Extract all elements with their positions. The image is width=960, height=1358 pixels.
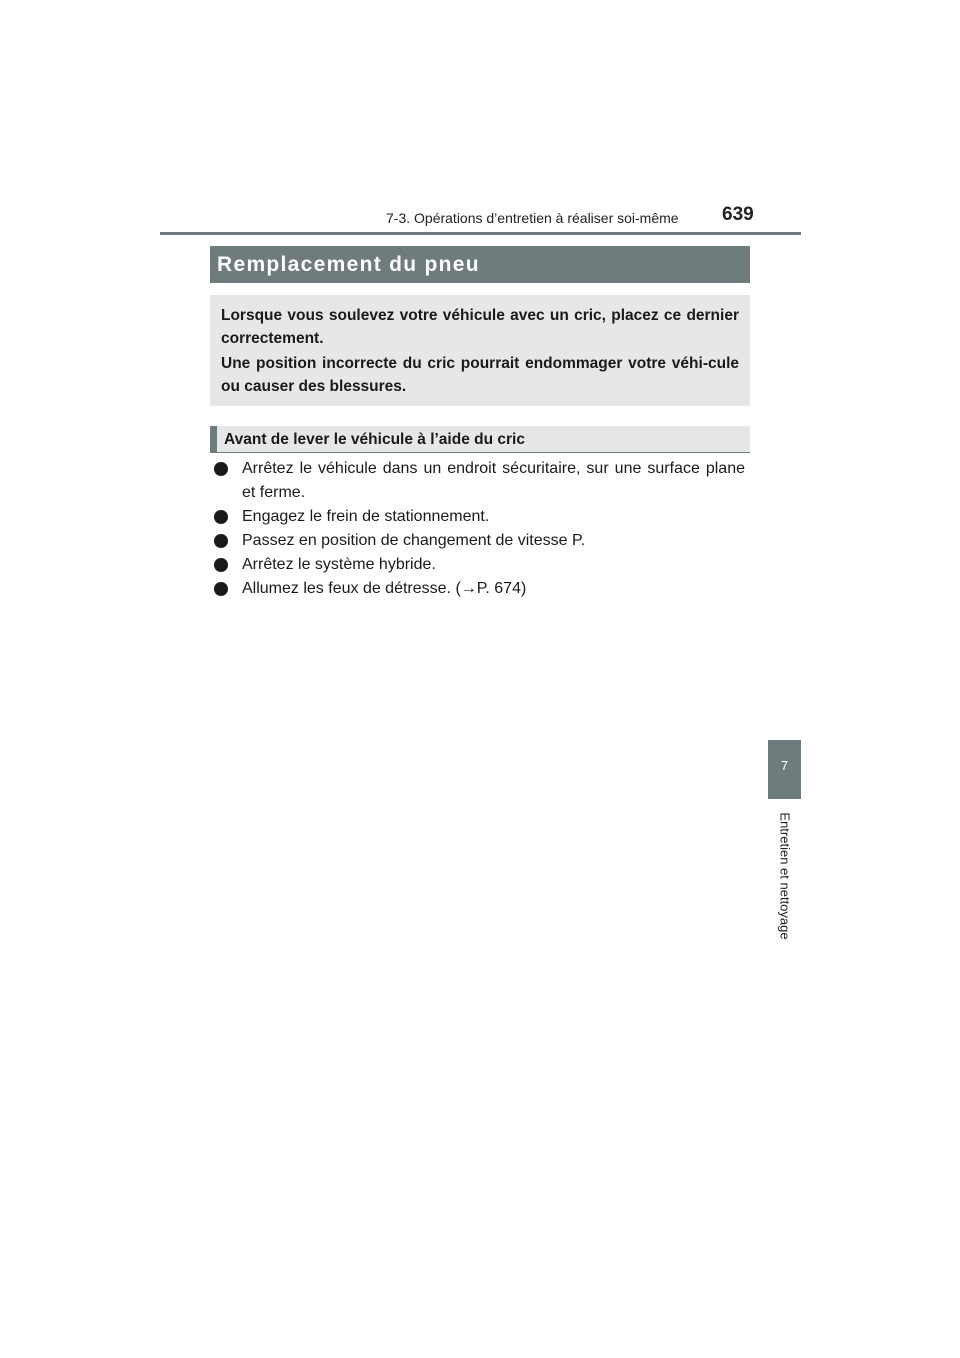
bullet-icon [214, 534, 228, 548]
list-item [212, 529, 745, 553]
list-item-text: Arrêtez le système hybride. [242, 556, 436, 573]
chapter-tab-label: Entretien et nettoyage [777, 812, 793, 940]
running-header-section: 7-3. Opérations d’entretien à réaliser soi-même [386, 210, 679, 226]
list-item [212, 553, 745, 577]
bullet-icon [214, 558, 228, 572]
list-item-text: Arrêtez le véhicule dans un endroit sécuritaire, sur une surface plane et ferme. [242, 460, 745, 501]
list-item-text: Engagez le frein de stationnement. [242, 508, 490, 525]
chapter-tab: 7 [768, 740, 801, 799]
bullet-icon [214, 462, 228, 476]
header-rule [160, 232, 801, 235]
list-item [212, 457, 745, 505]
page-number: 639 [722, 204, 754, 225]
bullet-icon [214, 582, 228, 596]
intro-paragraph-2: Une position incorrecte du cric pourrait endommager votre véhi-cule ou causer des blessures. [221, 355, 739, 395]
intro-box [210, 295, 750, 406]
list-item-text: Passez en position de changement de vitesse P. [242, 532, 586, 549]
bullet-icon [214, 510, 228, 524]
section-subheading: Avant de lever le véhicule à l’aide du cric [210, 426, 750, 453]
page-title: Remplacement du pneu [210, 246, 750, 283]
subheading-rule [210, 452, 750, 453]
list-item [212, 505, 745, 529]
intro-paragraph-1: Lorsque vous soulevez votre véhicule avec un cric, placez ce dernier correctement. [221, 307, 739, 347]
bullet-list [212, 457, 745, 601]
list-item-text: Allumez les feux de détresse. (→P. 674) [242, 580, 527, 597]
list-item [212, 577, 745, 601]
